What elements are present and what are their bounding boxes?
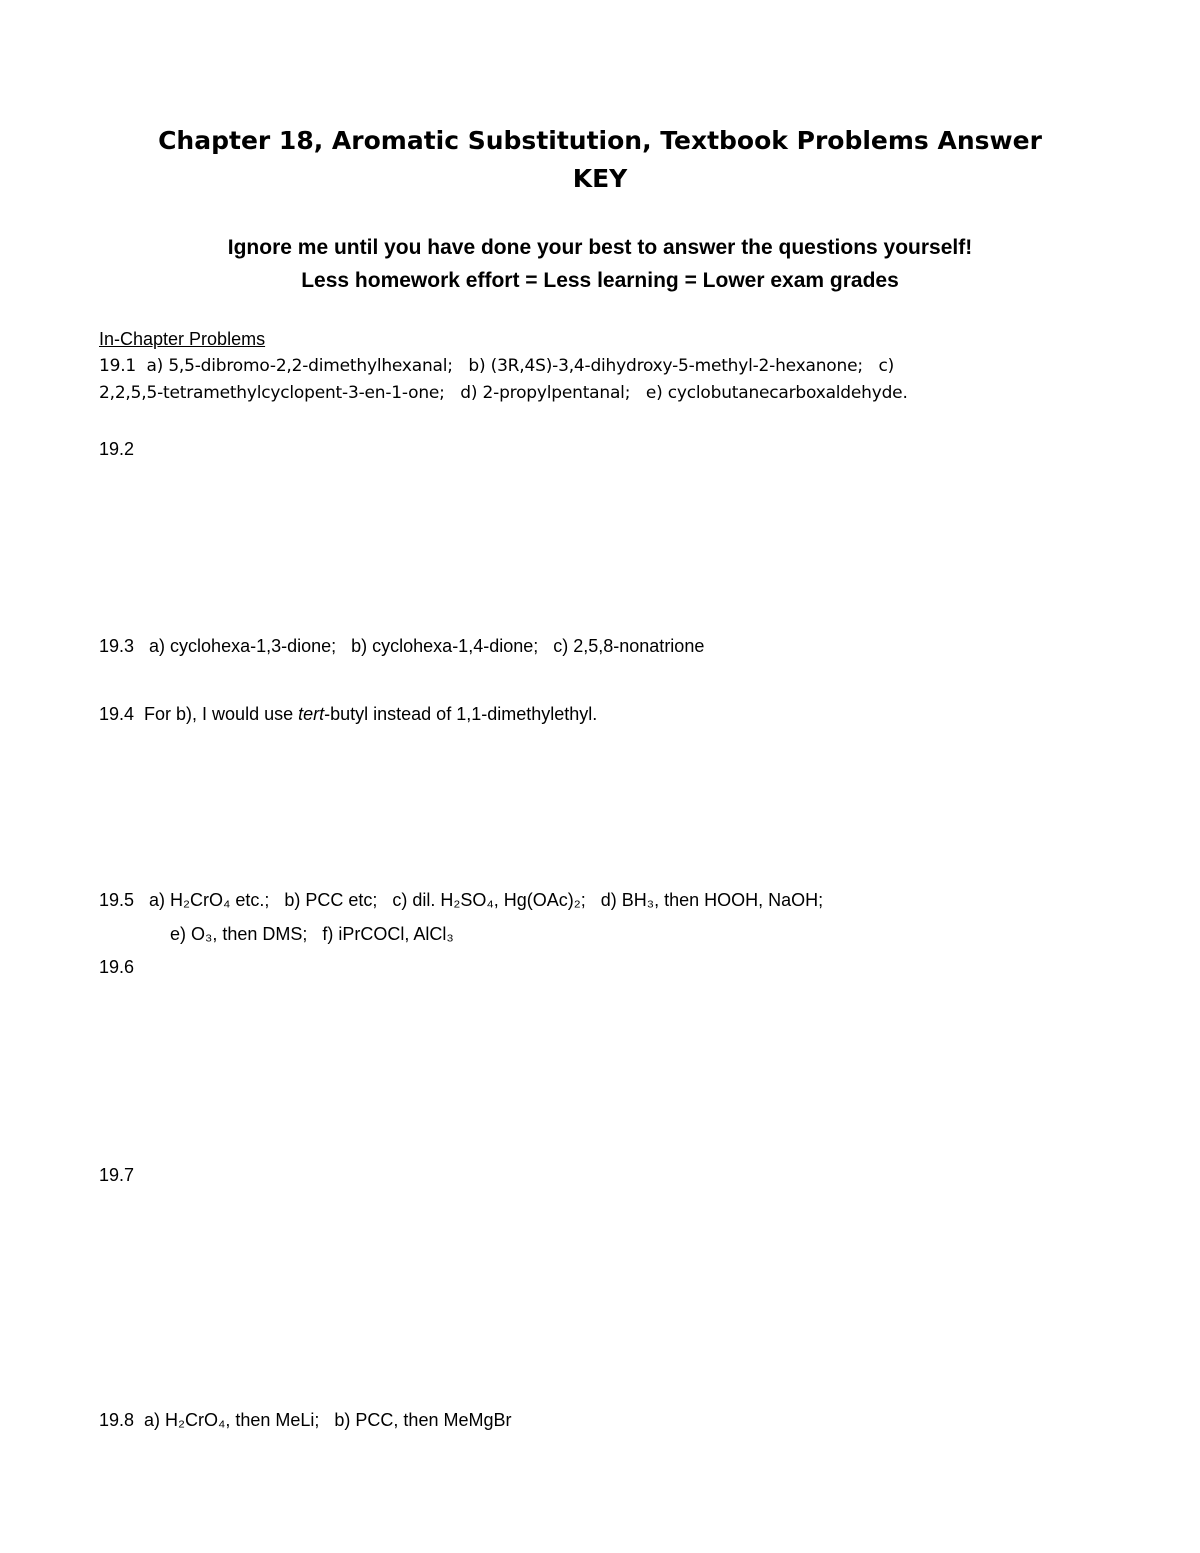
answer-19-4-italic: tert [298,704,325,724]
answer-19-4 [99,703,597,725]
warning-line-2: Less homework effort = Less learning = Lower exam grades [301,269,899,292]
answer-19-7: 19.7 [99,1165,135,1185]
document-title-line-2: KEY [572,164,628,193]
answer-19-2: 19.2 [99,439,135,459]
answer-19-1-line-1: 19.1 a) 5,5-dibromo-2,2-dimethylhexanal; b) (3R,4S)-3,4-dihydroxy-5-methyl-2-hexanone; c) [99,356,895,376]
document-title-line-1: Chapter 18, Aromatic Substitution, Textbook Problems Answer [158,126,1042,155]
answer-19-4-rest: -butyl instead of 1,1-dimethylethyl. [324,704,598,724]
section-heading: In-Chapter Problems [99,329,266,349]
answer-19-3: 19.3 a) cyclohexa-1,3-dione; b) cyclohexa-1,4-dione; c) 2,5,8-nonatrione [99,636,705,656]
warning-line-1: Ignore me until you have done your best to answer the questions yourself! [227,236,973,259]
answer-19-1-line-2: 2,2,5,5-tetramethylcyclopent-3-en-1-one; d) 2-propylpentanal; e) cyclobutanecarboxaldehyde. [99,383,908,403]
answer-19-5-line-1: 19.5 a) H₂CrO₄ etc.; b) PCC etc; c) dil. H₂SO₄, Hg(OAc)₂; d) BH₃, then HOOH, NaOH; [99,890,824,910]
answer-19-5-line-2: e) O₃, then DMS; f) iPrCOCl, AlCl₃ [170,924,454,944]
answer-19-8: 19.8 a) H₂CrO₄, then MeLi; b) PCC, then MeMgBr [99,1410,512,1430]
answer-19-4-text: 19.4 For b), I would use [99,704,299,724]
answer-19-6: 19.6 [99,957,135,977]
